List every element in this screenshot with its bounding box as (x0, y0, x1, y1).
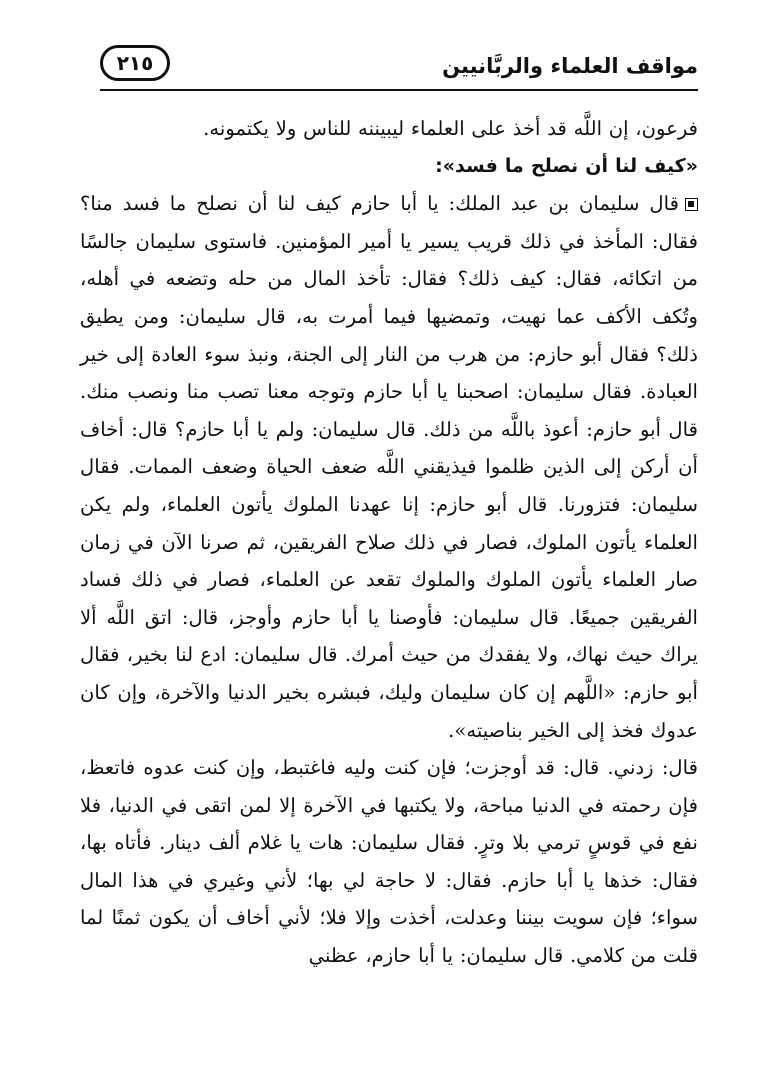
square-bullet-icon (685, 198, 698, 211)
paragraph-2: قال: زدني. قال: قد أوجزت؛ فإن كنت وليه فاغتبط، وإن كنت عدوه فاتعظ، فإن رحمته في الدنيا مباحة، ولا يكتبها في الآخرة إلا لمن اتقى في الدنيا، فلا نفع في قوسٍ ترمي بلا وترٍ. فقال سليمان: هات يا غلام ألف دينار. فأتاه بها، فقال: خذها يا أبا حازم. فقال: لا حاجة لي بها؛ لأني وغيري في هذا المال سواء؛ فإن سويت بيننا وعدلت، أخذت وإلا فلا؛ لأني أخاف أن يكون ثمنًا لما قلت من كلامي. قال سليمان: يا أبا حازم، عظني (80, 756, 698, 968)
page-header (100, 40, 698, 92)
main-text (80, 110, 698, 975)
header-rule (100, 89, 698, 91)
section-heading: «كيف لنا أن نصلح ما فسد»: (435, 154, 698, 177)
running-title: مواقف العلماء والربَّانيين (442, 54, 698, 78)
paragraph-1-text: قال سليمان بن عبد الملك: يا أبا حازم كيف لنا أن نصلح ما فسد منا؟ فقال: المأخذ في ذلك قريب يسير يا أمير المؤمنين. فاستوى سليمان جالسًا من اتكائه، فقال: كيف ذلك؟ فقال: تأخذ المال من حله وتضعه في أهله، وتُكف الأكف عما نهيت، وتمضيها فيما أمرت به، قال سليمان: ومن يطيق ذلك؟ فقال أبو حازم: من هرب من النار إلى الجنة، ونبذ سوء العادة إلى خير العبادة. فقال سليمان: اصحبنا يا أبا حازم وتوجه معنا تصب منا ونصب منك. قال أبو حازم: أعوذ باللَّه من ذلك. قال سليمان: ولم يا أبا حازم؟ قال: أخاف أن أركن إلى الذين ظلموا فيذيقني اللَّه ضعف الحياة وضعف الممات. فقال سليمان: فتزورنا. قال أبو حازم: إنا عهدنا الملوك يأتون العلماء، ولم يكن العلماء يأتون الملوك، فصار في ذلك صلاح الفريقين، ثم صرنا الآن في زمان صار العلماء يأتون الملوك والملوك تقعد عن العلماء، فصار في ذلك فساد الفريقين جميعًا. قال سليمان: فأوصنا يا أبا حازم وأوجز، قال: اتق اللَّه ألا يراك حيث نهاك، ولا يفقدك من حيث أمرك. قال سليمان: ادع لنا بخير، فقال أبو حازم: «اللَّهم إن كان سليمان وليك، فبشره بخير الدنيا والآخرة، وإن كان عدوك فخذ إلى الخير بناصيته». (80, 192, 698, 742)
opening-line: فرعون، إن اللَّه قد أخذ على العلماء ليبيننه للناس ولا يكتمونه. (203, 117, 698, 140)
paragraph-1 (80, 185, 698, 749)
page-number: ٢١٥ (100, 45, 170, 81)
